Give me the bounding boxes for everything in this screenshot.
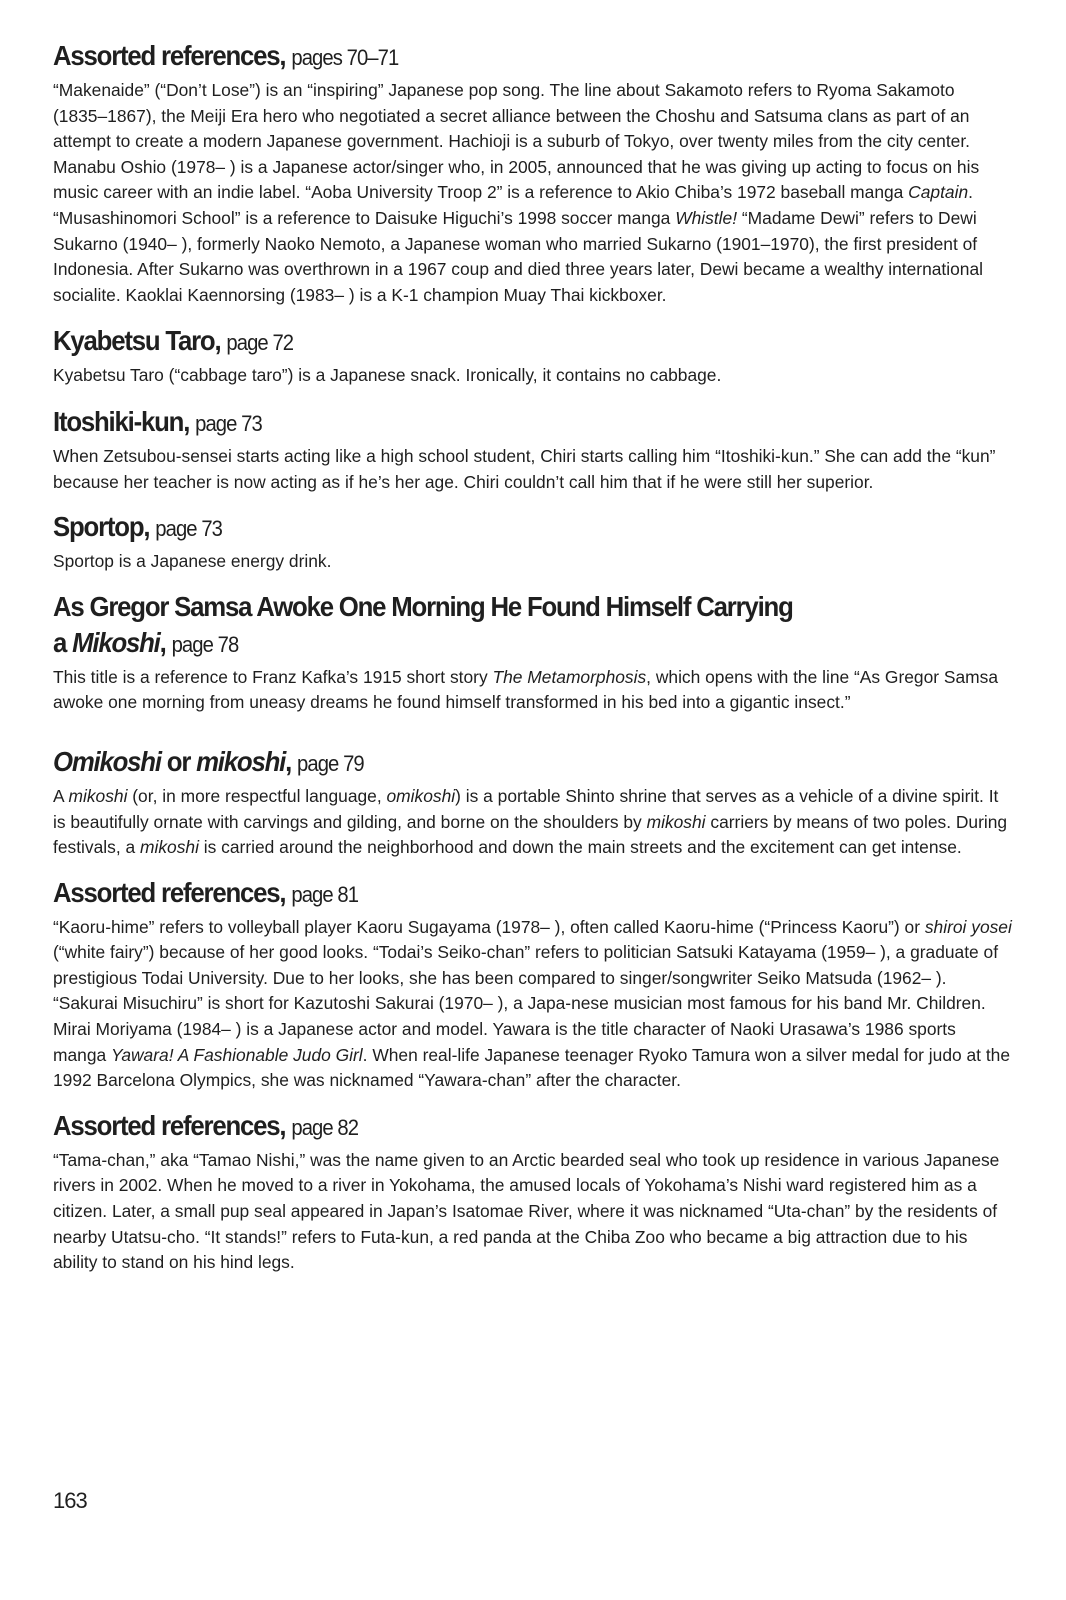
title-text: or: [160, 745, 197, 777]
entry-body: [53, 784, 1013, 861]
entry-assorted-references-81: [53, 875, 1013, 1094]
body-text: (or, in more respectful language,: [127, 785, 387, 806]
notes-page: [53, 38, 1013, 1276]
entry-page-ref: page 79: [297, 750, 364, 776]
body-italic: The Metamorphosis: [492, 666, 647, 687]
body-text: . “Musashinomori School” is a reference to Daisuke Higuchi’s 1998 soccer manga: [53, 182, 973, 228]
entry-body: [53, 915, 1013, 1094]
entry-gregor-samsa: [53, 589, 1013, 716]
title-italic: Omikoshi: [53, 745, 161, 777]
entry-body: “Tama-chan,” aka “Tamao Nishi,” was the name given to an Arctic bearded seal who took up residence in various Japanese rivers in 2002. When he moved to a river in Yokohama, the amused locals of Yokohama’s Nishi ward registered him as a citizen. Later, a small pup seal appeared in Japan’s Isatomae River, where it was nicknamed “Uta-chan” by the residents of nearby Utatsu-cho. “It stands!” refers to Futa-kun, a red panda at the Chiba Zoo who became a big attraction due to his ability to stand on his hind legs.: [53, 1149, 1000, 1273]
entry-page-ref: page 72: [226, 330, 294, 356]
entry-sportop: [53, 509, 1013, 575]
body-text: ) is a portable Shinto shrine that serves as a vehicle of a divine spirit. It is beautifully ornate with carvings and gilding, and borne on the shoulders by: [53, 785, 999, 832]
entry-heading: [53, 38, 936, 76]
body-text: “Madame Dewi” refers to Dewi Sukarno (1940– ), formerly Naoko Nemoto, a Japanese woman who married Sukarno (1901–1970), the first president of Indonesia. After Sukarno was overthrown in a 1967 coup and died three years later, Dewi became a wealthy international socialite. Kaoklai Kaennorsing (1983– ) is a K-1 champion Muay Thai kickboxer.: [53, 207, 983, 305]
entry-body: Sportop is a Japanese energy drink.: [53, 551, 332, 572]
entry-heading: [53, 744, 936, 782]
entry-assorted-references-82: [53, 1108, 1013, 1276]
entry-page-ref: page 81: [291, 881, 359, 907]
body-italic: mikoshi: [140, 837, 199, 858]
entry-title: Kyabetsu Taro,: [53, 325, 221, 357]
title-text: ,: [159, 626, 166, 658]
entry-title: Itoshiki-kun,: [53, 405, 190, 437]
entry-heading: [53, 589, 973, 663]
body-text: is carried around the neighborhood and down the main streets and the excitement can get intense.: [198, 837, 962, 858]
entry-title: Assorted references,: [53, 876, 286, 908]
entry-heading: [53, 1108, 936, 1146]
entry-body: [53, 78, 1013, 308]
entry-assorted-references-70-71: [53, 38, 1013, 308]
title-italic: mikoshi: [196, 745, 286, 777]
body-italic: Whistle!: [675, 207, 738, 228]
title-text: ,: [285, 745, 292, 777]
page-number: 163: [53, 1488, 87, 1513]
entry-page-ref: page 78: [171, 631, 239, 657]
entry-itoshiki-kun: [53, 404, 1013, 495]
body-italic: Yawara! A Fashionable Judo Girl: [111, 1044, 363, 1065]
entry-title: Assorted references,: [53, 1109, 286, 1141]
entry-body: Kyabetsu Taro (“cabbage taro”) is a Japanese snack. Ironically, it contains no cabbage.: [53, 365, 722, 386]
entry-body: When Zetsubou-sensei starts acting like a high school student, Chiri starts calling him “Itoshiki-kun.” She can add the “kun” because her teacher is now acting as if he’s her age. Chiri couldn’t call him that if he were still her superior.: [53, 445, 996, 492]
body-italic: mikoshi: [68, 785, 128, 806]
entry-heading: [53, 323, 936, 361]
title-italic: Mikoshi: [72, 626, 160, 658]
body-italic: mikoshi: [646, 811, 706, 832]
body-text: This title is a reference to Franz Kafka’s 1915 short story: [53, 666, 493, 687]
body-text: “Kaoru-hime” refers to volleyball player Kaoru Sugayama (1978– ), often called Kaoru-hime (“Princess Kaoru”) or: [53, 916, 925, 937]
body-text: . When real-life Japanese teenager Ryoko Tamura won a silver medal for judo at the 1992 Barcelona Olympics, she was nicknamed “Yawara-chan” after the character.: [53, 1044, 1011, 1091]
entry-title-line1: As Gregor Samsa Awoke One Morning He Found Himself Carrying: [53, 590, 793, 622]
entry-omikoshi: [53, 744, 1013, 861]
entry-title: Assorted references,: [53, 40, 286, 71]
entry-heading: [53, 404, 936, 442]
body-text: A: [53, 785, 69, 806]
entry-page-ref: page 73: [195, 410, 262, 436]
entry-body: [53, 665, 1013, 716]
entry-kyabetsu-taro: [53, 323, 1013, 389]
entry-heading: [53, 875, 936, 913]
title-text: a: [53, 626, 73, 658]
body-italic: omikoshi: [386, 785, 456, 806]
body-italic: Captain: [908, 182, 969, 203]
body-text: “Makenaide” (“Don’t Lose”) is an “inspiring” Japanese pop song. The line about Sakamoto refers to Ryoma Sakamoto (1835–1867), the Meiji Era hero who negotiated a secret alliance between the Choshu and Satsuma clans as part of an attempt to create a modern Japanese government. Hachioji is a suburb of Tokyo, over twenty miles from the city center. Manabu Oshio (1978– ) is a Japanese actor/singer who, in 2005, announced that he was giving up acting to focus on his music career with an indie label. “Aoba University Troop 2” is a reference to Akio Chiba’s 1972 baseball manga: [53, 80, 980, 203]
entry-page-ref: page 73: [155, 516, 223, 542]
entry-title: Sportop,: [53, 511, 150, 543]
body-text: carriers by means of two poles. During festivals, a: [53, 811, 1008, 858]
body-italic: shiroi yosei: [924, 916, 1012, 937]
body-text: , which opens with the line “As Gregor Samsa awoke one morning from uneasy dreams he found himself transformed in his bed into a gigantic insect.”: [53, 666, 999, 713]
entry-title-line2: [53, 625, 973, 663]
body-text: (“white fairy”) because of her good looks. “Todai’s Seiko-chan” refers to politician Satsuki Katayama (1959– ), a graduate of prestigious Todai University. Due to her looks, she has been compared to singer/songwriter Seiko Matsuda (1962– ). “Sakurai Misuchiru” is short for Kazutoshi Sakurai (1970– ), a Japa-nese musician most famous for his band Mr. Children. Mirai Moriyama (1984– ) is a Japanese actor and model. Yawara is the title character of Naoki Urasawa’s 1986 sports manga: [53, 942, 999, 1065]
entry-page-ref: page 82: [291, 1114, 359, 1140]
entry-heading: [53, 509, 936, 547]
entry-page-ref: pages 70–71: [291, 45, 399, 70]
